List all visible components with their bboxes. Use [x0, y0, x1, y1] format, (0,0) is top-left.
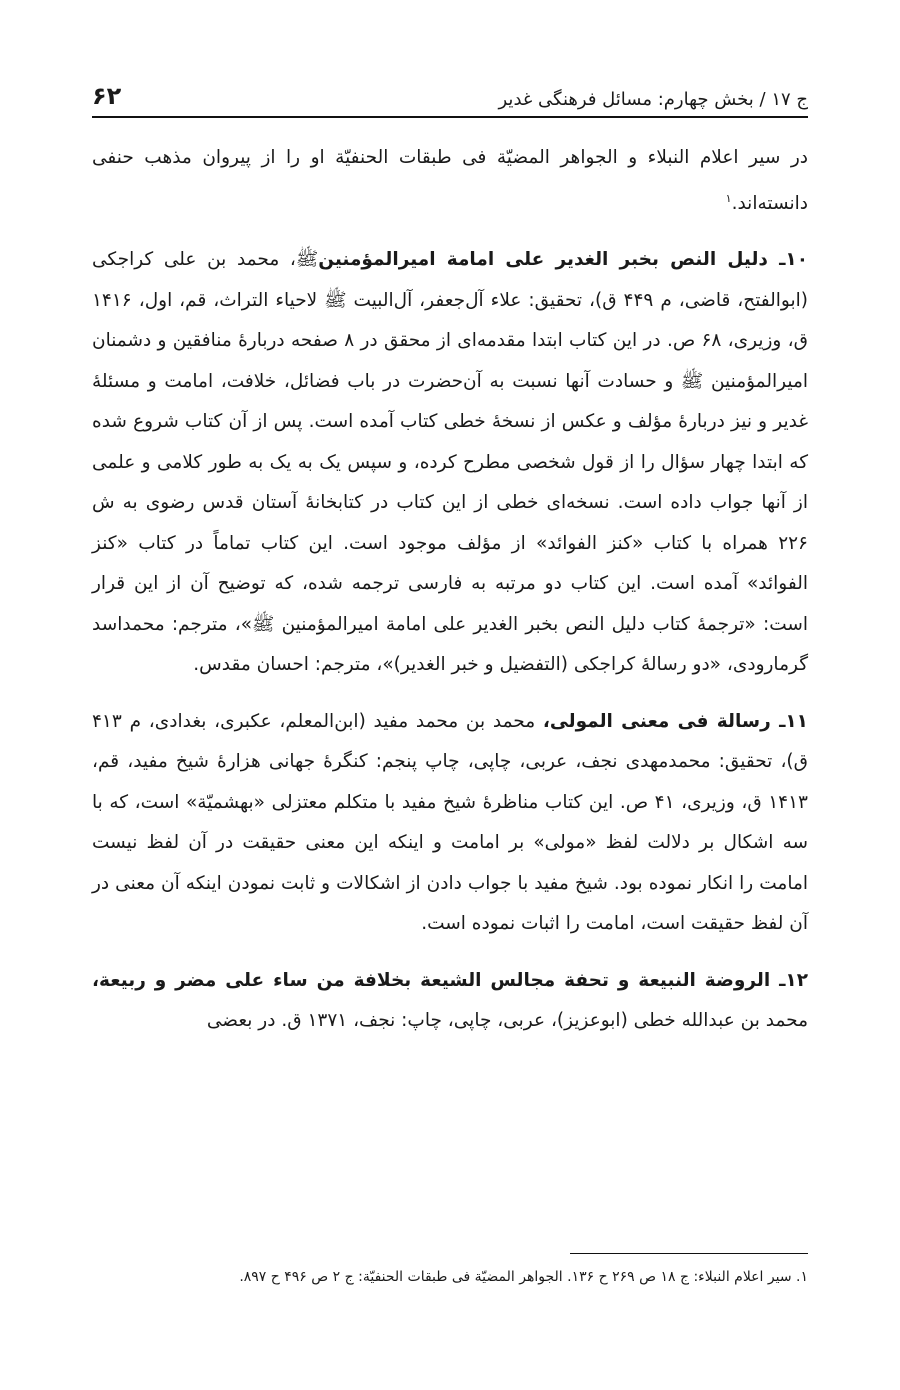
intro-paragraph — [92, 138, 808, 224]
intro-text: در سیر اعلام النبلاء و الجواهر المضیّة فی طبقات الحنفیّة او را از پیروان مذهب حنفی دانسته‌اند. — [92, 147, 808, 214]
entry-10 — [92, 240, 808, 686]
footnote-reference: ۱ — [725, 191, 732, 205]
entry-title: ۱۱ـ رسالة فی معنی المولی، — [542, 710, 808, 732]
page-body — [92, 138, 808, 1042]
entry-title: ۱۲ـ الروضة النبیعة و تحفة مجالس الشیعة بخلافة من ساء علی مضر و ربیعة، — [92, 969, 808, 991]
entry-11 — [92, 702, 808, 945]
page-header — [92, 70, 808, 118]
entry-12 — [92, 961, 808, 1042]
book-page — [92, 70, 808, 1058]
page-number: ۶۲ — [92, 82, 122, 110]
entry-text: محمد بن عبدالله خطی (ابوعزیز)، عربی، چاپی، چاپ: نجف، ۱۳۷۱ ق. در بعضی — [206, 1010, 808, 1032]
running-title: ج ۱۷ / بخش چهارم: مسائل فرهنگی غدیر — [498, 89, 808, 110]
entry-text: ﷺ، محمد بن علی کراجکی (ابوالفتح، قاضی، م ۴۴۹ ق)، تحقیق: علاء آل‌جعفر، آل‌البیت ﷺ لاحیاء التراث، قم، اول، ۱۴۱۶ ق، وزیری، ۶۸ ص. در این کتاب ابتدا مقدمه‌ای از محقق در ۸ صفحه دربارهٔ منافقین و دشمنان امیرالمؤمنین ﷺ و حسادت آنها نسبت به آن‌حضرت در باب فضائل، خلافت، امامت و مسئلهٔ غدیر و نیز دربارهٔ مؤلف و عکس از نسخهٔ خطی کتاب آمده است. پس از آن کتاب شروع شده که ابتدا چهار سؤال را از قول شخصی مطرح کرده، و سپس یک به یک به طور کلامی و علمی از آنها جواب داده است. نسخه‌ای خطی از این کتاب در کتابخانهٔ آستان قدس رضوی به ش ۲۲۶ همراه با کتاب «کنز الفوائد» از مؤلف موجود است. این کتاب تماماً در کتاب «کنز الفوائد» آمده است. این کتاب دو مرتبه به فارسی ترجمه شده، که توضیح آن از این قرار است: «ترجمهٔ کتاب دلیل النص بخبر الغدیر علی امامة امیرالمؤمنین ﷺ»، مترجم: محمداسد گرمارودی، «دو رسالهٔ کراجکی (التفضیل و خبر الغدیر)»، مترجم: احسان مقدس. — [92, 249, 808, 676]
entry-title: ۱۰ـ دلیل النص بخبر الغدیر علی امامة امیرالمؤمنین — [318, 249, 809, 271]
footnote-divider — [570, 1253, 808, 1254]
entry-text: محمد بن محمد مفید (ابن‌المعلم، عکبری، بغدادی، م ۴۱۳ ق)، تحقیق: محمدمهدی نجف، عربی، چاپی، چاپ پنجم: کنگرهٔ جهانی هزارهٔ شیخ مفید، قم، ۱۴۱۳ ق، وزیری، ۴۱ ص. این کتاب مناظرهٔ شیخ مفید با متکلم معتزلی «بهشمیّة» است، که با سه اشکال بر دلالت لفظ «مولی» بر امامت و اینکه این معنی حقیقت در آن لفظ نیست امامت را انکار نموده بود. شیخ مفید با جواب دادن از اشکالات و ثابت نمودن اینکه آن معنی در آن لفظ حقیقت است، امامت را اثبات نموده است. — [92, 710, 808, 935]
footnote: ۱. سیر اعلام النبلاء: ج ۱۸ ص ۲۶۹ ح ۱۳۶. الجواهر المضیّة فی طبقات الحنفیّة: ج ۲ ص ۴۹۶ ح ۸۹۷. — [239, 1269, 808, 1285]
